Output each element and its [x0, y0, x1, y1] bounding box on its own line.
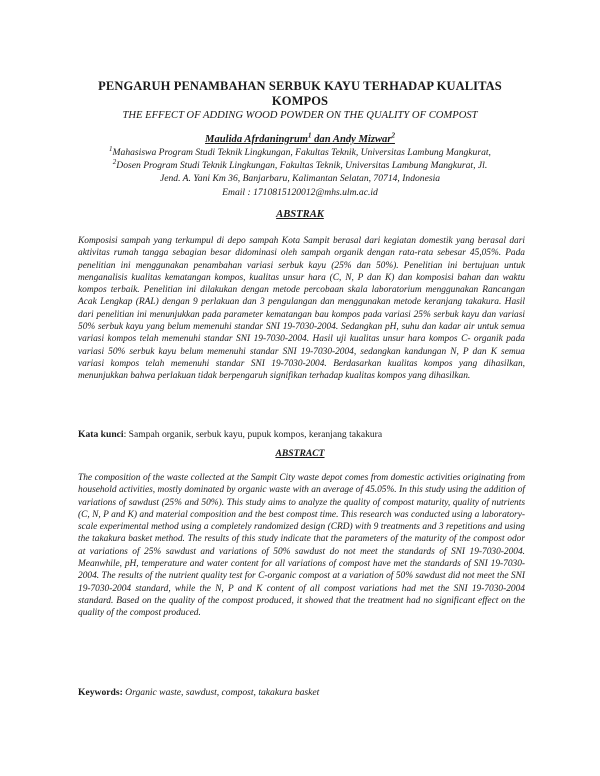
affiliation-1-text: Mahasiswa Program Studi Teknik Lingkungan, Fakultas Teknik, Universitas Lambung Mangkurat, — [112, 147, 491, 158]
author-1: Maulida Afrdaningrum — [205, 134, 308, 145]
keywords-line — [78, 687, 528, 698]
affiliation-2 — [60, 159, 540, 172]
affiliation-1 — [60, 146, 540, 159]
abstrak-body: Komposisi sampah yang terkumpul di depo sampah Kota Sampit berasal dari kegiatan domestik yang berasal dari aktivitas rumah tangga sebagian besar didominasi oleh sampah organik dengan rata-rata sebesar 45,05%. Pada penelitian ini menggunakan penambahan variasi serbuk kayu (25% dan 50%). Penelitian ini bertujuan untuk menganalisis kualitas kematangan kompos, kualitas unsur hara (C, N, P dan K) dan komposisi bahan dan waktu kompos terbaik. Penelitian ini dilakukan dengan metode percobaan skala laboratorium menggunakan Rancangan Acak Lengkap (RAL) dengan 9 perlakuan dan 3 pengulangan dan menggunakan metode keranjang takakura. Hasil dari penelitian ini menunjukkan pada parameter kematangan bau kompos pada variasi 25% serbuk kayu dan variasi 50% serbuk kayu yang belum memenuhi standar SNI 19-7030-2004. Sedangkan pH, suhu dan kadar air untuk semua variasi kompos telah memenuhi standar SNI 19-7030-2004. Hasil uji kualitas unsur hara kompos C- organik pada variasi 50% serbuk kayu belum memenuhi standar SNI 19-7030-2004, sedangkan kandungan N, P dan K semua variasi kompos telah memenuhi standar SNI 19-7030-2004. Berdasarkan kualitas kompos yang dihasilkan, menunjukkan bahwa perlakuan tidak berpengaruh signifikan terhadap kualitas kompos yang dihasilkan. — [78, 236, 525, 382]
author-email: Email : 1710815120012@mhs.ulm.ac.id — [222, 186, 378, 198]
keywords-label: Keywords: — [78, 687, 123, 698]
author-1-sup: 1 — [307, 131, 312, 140]
kata-kunci-line — [78, 429, 528, 440]
authors-line — [40, 131, 560, 145]
keywords-text: Organic waste, sawdust, compost, takakura basket — [122, 687, 320, 698]
affiliation-2-sup: 2 — [112, 158, 117, 167]
paper-title-line-1: PENGARUH PENAMBAHAN SERBUK KAYU TERHADAP KUALITAS — [98, 79, 502, 93]
paper-title-line-2: KOMPOS — [271, 94, 329, 108]
kata-kunci-label: Kata kunci — [78, 429, 124, 440]
kata-kunci-text: : Sampah organik, serbuk kayu, pupuk kompos, keranjang takakura — [123, 429, 383, 440]
affiliations — [60, 146, 540, 199]
abstract-heading: ABSTRACT — [275, 448, 325, 459]
affiliation-1-sup: 1 — [109, 144, 113, 153]
authors-connector: dan — [311, 134, 333, 145]
author-2-sup: 2 — [391, 131, 395, 140]
affiliation-2-text: Dosen Program Studi Teknik Lingkungan, Fakultas Teknik, Universitas Lambung Mangkurat, Jl. — [116, 160, 488, 172]
abstrak-heading: ABSTRAK — [276, 209, 324, 220]
affiliation-address: Jend. A. Yani Km 36, Banjarbaru, Kalimantan Selatan, 70714, Indonesia — [159, 173, 441, 185]
paper-title — [60, 79, 540, 109]
author-2: Andy Mizwar — [332, 134, 392, 145]
paper-subtitle: THE EFFECT OF ADDING WOOD POWDER ON THE QUALITY OF COMPOST — [122, 110, 478, 121]
abstract-body: The composition of the waste collected at the Sampit City waste depot comes from domestic activities originating from household activities, mostly dominated by organic waste with an average of 45.05%. In this study using the addition of variations of sawdust (25% and 50%). This study aims to analyze the quality of compost maturity, quality of nutrients (C, N, P and K) and material composition and the best compost time. This research was conducted using a laboratory-scale experimental method using a completely randomized design (CRD) with 9 treatments and 3 repetitions and using the takakura basket method. The results of this study indicate that the parameters of the maturity of the compost odor at variations of 25% sawdust and variations of 50% sawdust do not meet the standards of SNI 19-7030-2004. Meanwhile, pH, temperature and water content for all variations of compost have met the standards of SNI 19-7030-2004. The results of the nutrient quality test for C-organic compost at a variation of 50% sawdust did not meet the SNI 19-7030-2004 standard, while the N, P and K content of all compost variations had met the SNI 19-7030-2004 standard. Based on the quality of the compost produced, it showed that the treatment had no significant effect on the quality of the compost produced. — [78, 473, 525, 619]
